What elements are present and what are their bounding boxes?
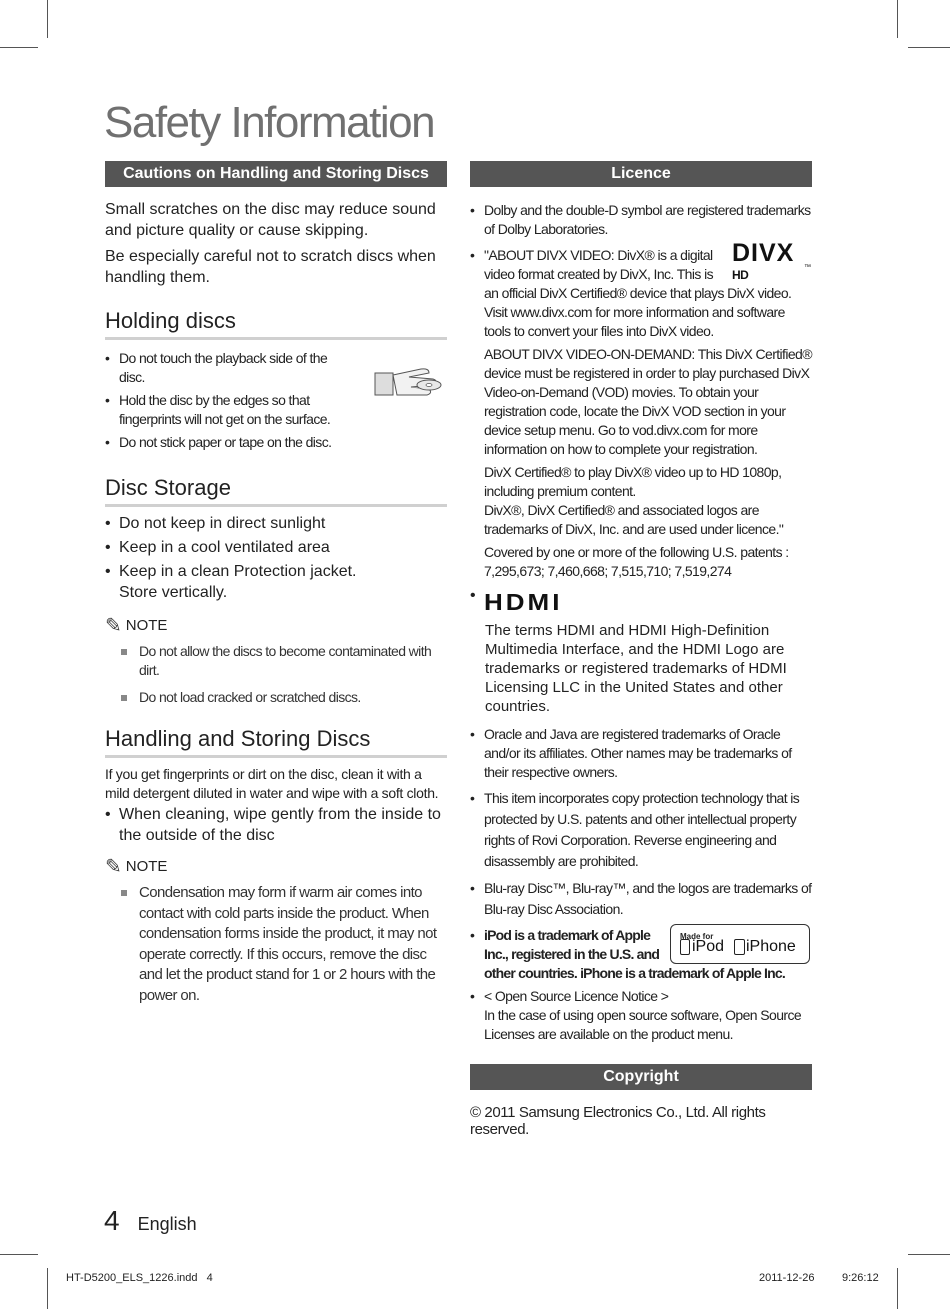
list-item: • Do not keep in direct sunlight (105, 513, 447, 534)
footer-file: HT-D5200_ELS_1226.indd 4 (66, 1272, 213, 1284)
list-item: • Do not touch the playback side of the disc. (105, 349, 350, 387)
open-source-item (470, 987, 812, 1044)
handling-paragraph: If you get fingerprints or dirt on the disc, clean it with a mild detergent diluted in water and wipe with a soft cloth. (105, 766, 439, 801)
note-label-text: NOTE (125, 858, 168, 875)
divx-paragraph: Covered by one or more of the following U.S. patents : 7,295,673; 7,460,668; 7,515,710; 7,519,274 (484, 544, 789, 579)
divx-list-item (470, 239, 812, 581)
divx-paragraph: "ABOUT DIVX VIDEO: DivX® is a digital video format created by DivX, Inc. This is an official DivX Certified® device that plays DivX video. Visit www.divx.com for more information and software tools to convert your files into DivX video. (484, 247, 792, 339)
page-number-block (104, 1205, 197, 1237)
note-item: Do not load cracked or scratched discs. (105, 688, 447, 707)
note-label (105, 613, 447, 638)
crop-mark (0, 1254, 38, 1255)
badge-iphone: iPhone (746, 938, 796, 955)
crop-mark (47, 1268, 48, 1309)
badge-made-for: • Made for (680, 932, 714, 941)
list-item: • Keep in a clean Protection jacket. Store vertically. (105, 561, 359, 603)
divx-paragraph: DivX Certified® to play DivX® video up to HD 1080p, including premium content. (484, 464, 782, 499)
copyright-section-header: Copyright (470, 1064, 812, 1090)
list-item: • Hold the disc by the edges so that fingerprints will not get on the surface. (105, 391, 350, 429)
ipod-device-icon (680, 939, 690, 955)
list-item: • Do not stick paper or tape on the disc. (105, 433, 350, 452)
disc-storage-heading: Disc Storage (105, 475, 447, 507)
copyright-text: © 2011 Samsung Electronics Co., Ltd. All rights reserved. (470, 1104, 766, 1138)
cautions-paragraph: Be especially careful not to scratch discs when handling them. (105, 248, 436, 286)
handling-storing-heading: Handling and Storing Discs (105, 726, 447, 758)
hdmi-block (470, 587, 812, 716)
note-item: Condensation may form if warm air comes into contact with cold parts inside the product. When condensation forms inside the product, it may not operate correctly. If this occurs, remove the disc and let the product stand for 1 or 2 hours with the power on. (105, 883, 447, 1006)
note-label-text: NOTE (125, 617, 168, 634)
divx-logo-hd: HD (732, 268, 749, 282)
crop-mark (897, 1268, 898, 1309)
badge-ipod: iPod (692, 938, 725, 955)
crop-mark (47, 0, 48, 38)
list-item: • Keep in a cool ventilated area (105, 537, 447, 558)
licence-section-header: Licence (470, 161, 812, 187)
iphone-device-icon (734, 939, 745, 955)
divx-paragraph: ABOUT DIVX VIDEO-ON-DEMAND: This DivX Certified® device must be registered in order to play purchased DivX Video-on-Demand (VOD) movies. To obtain your registration code, locate the DivX VOD section in your device setup menu. Go to vod.divx.com for more information on how to complete your registration. (484, 346, 812, 457)
ipod-list-item (470, 926, 812, 983)
page-title: Safety Information (104, 98, 435, 147)
left-column (105, 161, 447, 1006)
holding-discs-heading: Holding discs (105, 308, 447, 340)
list-item: • When cleaning, wipe gently from the inside to the outside of the disc (105, 804, 449, 846)
page-language: English (137, 1214, 197, 1234)
open-source-title: • < Open Source Licence Notice > (484, 988, 669, 1004)
pencil-icon: ✎ (105, 615, 122, 637)
holding-discs-block (105, 349, 447, 452)
cautions-paragraph: Small scratches on the disc may reduce sound and picture quality or cause skipping. (105, 201, 436, 239)
ipod-paragraph: iPod is a trademark of Apple Inc., registered in the U.S. and other countries. iPhone is a trademark of Apple Inc. (484, 927, 785, 981)
list-item: • Blu-ray Disc™, Blu-ray™, and the logos are trademarks of Blu-ray Disc Association. (470, 878, 812, 920)
footer-date: 2011-12-26 (759, 1272, 815, 1284)
cautions-section-header: Cautions on Handling and Storing Discs (105, 161, 447, 187)
divx-logo-tm: ™ (804, 264, 811, 271)
pencil-icon: ✎ (105, 856, 122, 878)
hdmi-paragraph: The terms HDMI and HDMI High-Definition Multimedia Interface, and the HDMI Logo are trademarks or registered trademarks of HDMI Licensing LLC in the United States and other countries. (485, 622, 787, 715)
bullet: • (470, 587, 476, 604)
hand-holding-disc-icon (373, 363, 445, 403)
note-item: Do not allow the discs to become contaminated with dirt. (105, 642, 447, 680)
divx-logo-text: • DIVX (732, 239, 795, 267)
made-for-ipod-iphone-badge (670, 924, 810, 964)
footer-time: 9:26:12 (842, 1272, 879, 1284)
crop-mark (897, 0, 898, 38)
open-source-text: In the case of using open source software, Open Source Licenses are available on the product menu. (484, 1007, 802, 1042)
divx-paragraph: DivX®, DivX Certified® and associated logos are trademarks of DivX, Inc. and are used under licence." (484, 502, 784, 537)
hdmi-logo: HDMI (484, 588, 563, 616)
crop-mark (908, 47, 950, 48)
crop-mark (908, 1254, 950, 1255)
divx-hd-logo (728, 239, 812, 282)
page-number: 4 (104, 1205, 120, 1236)
right-column (470, 161, 812, 1138)
crop-mark (0, 47, 38, 48)
list-item: • Oracle and Java are registered trademarks of Oracle and/or its affiliates. Other names may be trademarks of their respective owners. (470, 725, 812, 782)
list-item: • This item incorporates copy protection technology that is protected by U.S. patents and other intellectual property rights of Rovi Corporation. Reverse engineering and disassembly are prohibited. (470, 788, 812, 872)
list-item: • Dolby and the double-D symbol are registered trademarks of Dolby Laboratories. (470, 201, 812, 239)
note-label (105, 854, 447, 879)
